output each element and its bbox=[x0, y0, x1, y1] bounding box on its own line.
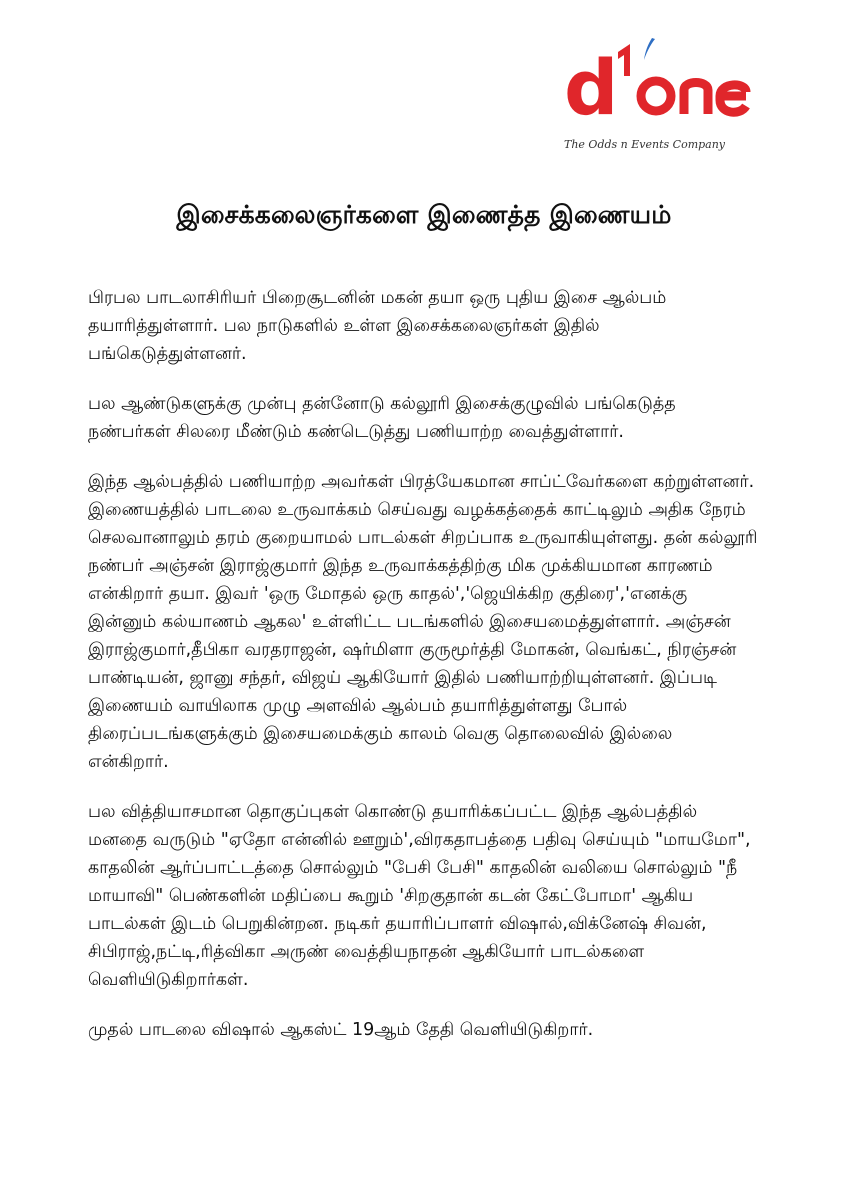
logo-one-stroke bbox=[618, 44, 630, 76]
logo-accent-stroke bbox=[644, 38, 655, 60]
paragraph-2: பல ஆண்டுகளுக்கு முன்பு தன்னோடு கல்லூரி இசைக்குழுவில் பங்கெடுத்த நண்பர்கள் சிலரை மீண்டும் கண்டெடுத்து பணியாற்ற வைத்துள்ளார். bbox=[88, 394, 676, 442]
logo-wordmark-d: d bbox=[564, 43, 619, 132]
paragraph-4: பல வித்தியாசமான தொகுப்புகள் கொண்டு தயாரிக்கப்பட்ட இந்த ஆல்பத்தில் மனதை வருடும் "ஏதோ என்னில் ஊறும்',விரகதாபத்தை பதிவு செய்யும் "மாயமோ", காதலின் ஆர்ப்பாட்டத்தை சொல்லும் "பேசி பேசி" காதலின் வலியை சொல்லும் "நீ மாயாவி" பெண்களின் மதிப்பை கூறும் 'சிறகுதான் கடன் கேட்போமா' ஆகிய பாடல்கள் இடம் பெறுகின்றன. நடிகர் தயாரிப்பாளர் விஷால்,விக்னேஷ் சிவன், சிபிராஜ்,நட்டி,ரித்விகா அருண் வைத்தியநாதன் ஆகியோர் பாடல்களை வெளியிடுகிறார்கள். bbox=[88, 802, 751, 990]
company-logo bbox=[556, 30, 786, 160]
done-logo-graphic bbox=[556, 30, 786, 160]
page-title: இசைக்கலைஞர்களை இணைத்த இணையம் bbox=[176, 200, 672, 229]
paragraph-5: முதல் பாடலை விஷால் ஆகஸ்ட் 19ஆம் தேதி வெளியிடுகிறார். bbox=[88, 1020, 594, 1040]
logo-wordmark-one bbox=[641, 81, 746, 114]
logo-tagline: The Odds n Events Company bbox=[564, 138, 726, 151]
article-body bbox=[88, 284, 758, 1066]
paragraph-3: இந்த ஆல்பத்தில் பணியாற்ற அவர்கள் பிரத்யேகமான சாப்ட்வேர்களை கற்றுள்ளனர். இணையத்தில் பாடலை உருவாக்கம் செய்வது வழக்கத்தைக் காட்டிலும் அதிக நேரம் செலவானாலும் தரம் குறையாமல் பாடல்கள் சிறப்பாக உருவாகியுள்ளது. தன் கல்லூரி நண்பர் அஞ்சன் இராஜ்குமார் இந்த உருவாக்கத்திற்கு மிக முக்கியமான காரணம் என்கிறார் தயா. இவர் 'ஒரு மோதல் ஒரு காதல்','ஜெயிக்கிற குதிரை','எனக்கு இன்னும் கல்யாணம் ஆகல' உள்ளிட்ட படங்களில் இசையமைத்துள்ளார். அஞ்சன் இராஜ்குமார்,தீபிகா வரதராஜன், ஷர்மிளா குருமூர்த்தி மோகன், வெங்கட், நிரஞ்சன் பாண்டியன், ஜானு சந்தர், விஜய் ஆகியோர் இதில் பணியாற்றியுள்ளனர். இப்படி இணையம் வாயிலாக முழு அளவில் ஆல்பம் தயாரித்துள்ளது போல் திரைப்படங்களுக்கும் இசையமைக்கும் காலம் வெகு தொலைவில் இல்லை என்கிறார். bbox=[88, 472, 758, 772]
paragraph-1: பிரபல பாடலாசிரியர் பிறைசூடனின் மகன் தயா ஒரு புதிய இசை ஆல்பம் தயாரித்துள்ளார். பல நாடுகளில் உள்ள இசைக்கலைஞர்கள் இதில் பங்கெடுத்துள்ளனர். bbox=[88, 288, 667, 364]
